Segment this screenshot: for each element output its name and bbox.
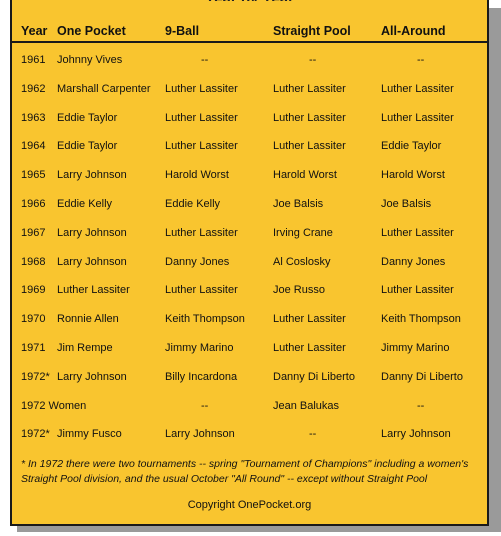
nine-ball-cell: Luther Lassiter (165, 111, 238, 124)
all-around-cell: -- (417, 399, 425, 412)
table-row (12, 219, 487, 248)
table-row (12, 104, 487, 133)
straight-pool-cell: -- (309, 428, 317, 441)
table-row (12, 75, 487, 104)
nine-ball-cell: Jimmy Marino (165, 341, 234, 354)
straight-pool-cell: Al Coslosky (273, 255, 331, 268)
table-row (12, 46, 487, 75)
year-cell: 1964 (21, 140, 46, 153)
one-pocket-cell: Larry Johnson (57, 370, 127, 383)
year-cell: 1963 (21, 111, 46, 124)
nine-ball-cell: -- (201, 54, 209, 66)
straight-pool-cell: Jean Balukas (273, 399, 340, 412)
table-row (12, 420, 487, 449)
all-around-cell: Joe Balsis (381, 197, 432, 210)
year-cell: 1968 (21, 255, 46, 268)
nine-ball-cell: Billy Incardona (165, 370, 238, 383)
year-cell: 1972* (21, 428, 50, 441)
nine-ball-cell: Luther Lassiter (165, 140, 238, 153)
nine-ball-cell: Keith Thompson (165, 313, 245, 326)
all-around-cell: Luther Lassiter (381, 284, 454, 297)
table-row (12, 190, 487, 219)
year-cell: 1972 Women (21, 399, 87, 412)
nine-ball-cell: Danny Jones (165, 255, 230, 268)
all-around-cell: Luther Lassiter (381, 111, 454, 124)
straight-pool-cell: Irving Crane (273, 226, 333, 239)
one-pocket-cell: Eddie Taylor (57, 111, 118, 124)
one-pocket-cell: Eddie Kelly (57, 197, 113, 210)
nine-ball-cell: Eddie Kelly (165, 197, 221, 210)
table-body (12, 46, 487, 449)
all-around-cell: Eddie Taylor (381, 140, 442, 153)
one-pocket-cell: Larry Johnson (57, 255, 127, 268)
one-pocket-cell: Jim Rempe (57, 341, 113, 354)
table-row (12, 276, 487, 305)
year-cell: 1966 (21, 197, 46, 210)
one-pocket-cell: Ronnie Allen (57, 313, 119, 326)
header-one-pocket: One Pocket (57, 24, 126, 38)
one-pocket-cell: Jimmy Fusco (57, 428, 122, 441)
one-pocket-cell: Larry Johnson (57, 226, 127, 239)
footnote: * In 1972 there were two tournaments -- spring "Tournament of Champions" including a women's Straight Pool division, and the usual October "All Round" -- except without Straight Pool (21, 458, 469, 485)
all-around-cell: Keith Thompson (381, 313, 461, 326)
all-around-cell: -- (417, 54, 425, 66)
straight-pool-cell: Joe Russo (273, 284, 325, 297)
table-title (12, 0, 487, 1)
one-pocket-cell: Marshall Carpenter (57, 82, 151, 95)
year-cell: 1962 (21, 82, 46, 95)
table-row (12, 392, 487, 421)
straight-pool-cell: Luther Lassiter (273, 82, 346, 95)
table-row (12, 248, 487, 277)
straight-pool-cell: Joe Balsis (273, 197, 324, 210)
table-row (12, 305, 487, 334)
all-around-cell: Larry Johnson (381, 428, 451, 441)
year-cell: 1961 (21, 54, 46, 66)
all-around-cell: Luther Lassiter (381, 82, 454, 95)
nine-ball-cell: Harold Worst (165, 169, 229, 182)
straight-pool-cell: Luther Lassiter (273, 140, 346, 153)
year-cell: 1972* (21, 370, 50, 383)
all-around-cell: Danny Jones (381, 255, 446, 268)
table-row (12, 161, 487, 190)
nine-ball-cell: -- (201, 399, 209, 412)
straight-pool-cell: Luther Lassiter (273, 111, 346, 124)
straight-pool-cell: Harold Worst (273, 169, 337, 182)
one-pocket-cell: Luther Lassiter (57, 284, 130, 297)
copyright: Copyright OnePocket.org (187, 499, 312, 511)
table-header (12, 14, 487, 44)
one-pocket-cell: Johnny Vives (57, 54, 123, 66)
year-cell: 1970 (21, 313, 46, 326)
nine-ball-cell: Luther Lassiter (165, 284, 238, 297)
header-9-ball: 9-Ball (165, 24, 200, 38)
year-cell: 1969 (21, 284, 46, 297)
header-straight-pool: Straight Pool (273, 24, 351, 38)
table-row (12, 363, 487, 392)
all-around-cell: Harold Worst (381, 169, 445, 182)
one-pocket-cell: Larry Johnson (57, 169, 127, 182)
one-pocket-cell: Eddie Taylor (57, 140, 118, 153)
nine-ball-cell: Luther Lassiter (165, 226, 238, 239)
year-cell: 1971 (21, 341, 46, 354)
nine-ball-cell: Larry Johnson (165, 428, 235, 441)
header-divider (12, 41, 487, 43)
straight-pool-cell: Danny Di Liberto (273, 370, 355, 383)
all-around-cell: Danny Di Liberto (381, 370, 463, 383)
header-year: Year (21, 24, 48, 38)
straight-pool-cell: Luther Lassiter (273, 313, 346, 326)
table-row (12, 132, 487, 161)
table-row (12, 334, 487, 363)
straight-pool-cell: Luther Lassiter (273, 341, 346, 354)
all-around-cell: Jimmy Marino (381, 341, 450, 354)
nine-ball-cell: Luther Lassiter (165, 82, 238, 95)
year-cell: 1965 (21, 169, 46, 182)
all-around-cell: Luther Lassiter (381, 226, 454, 239)
year-cell: 1967 (21, 226, 46, 239)
results-table-card (10, 0, 489, 526)
straight-pool-cell: -- (309, 54, 317, 66)
header-all-around: All-Around (381, 24, 446, 38)
